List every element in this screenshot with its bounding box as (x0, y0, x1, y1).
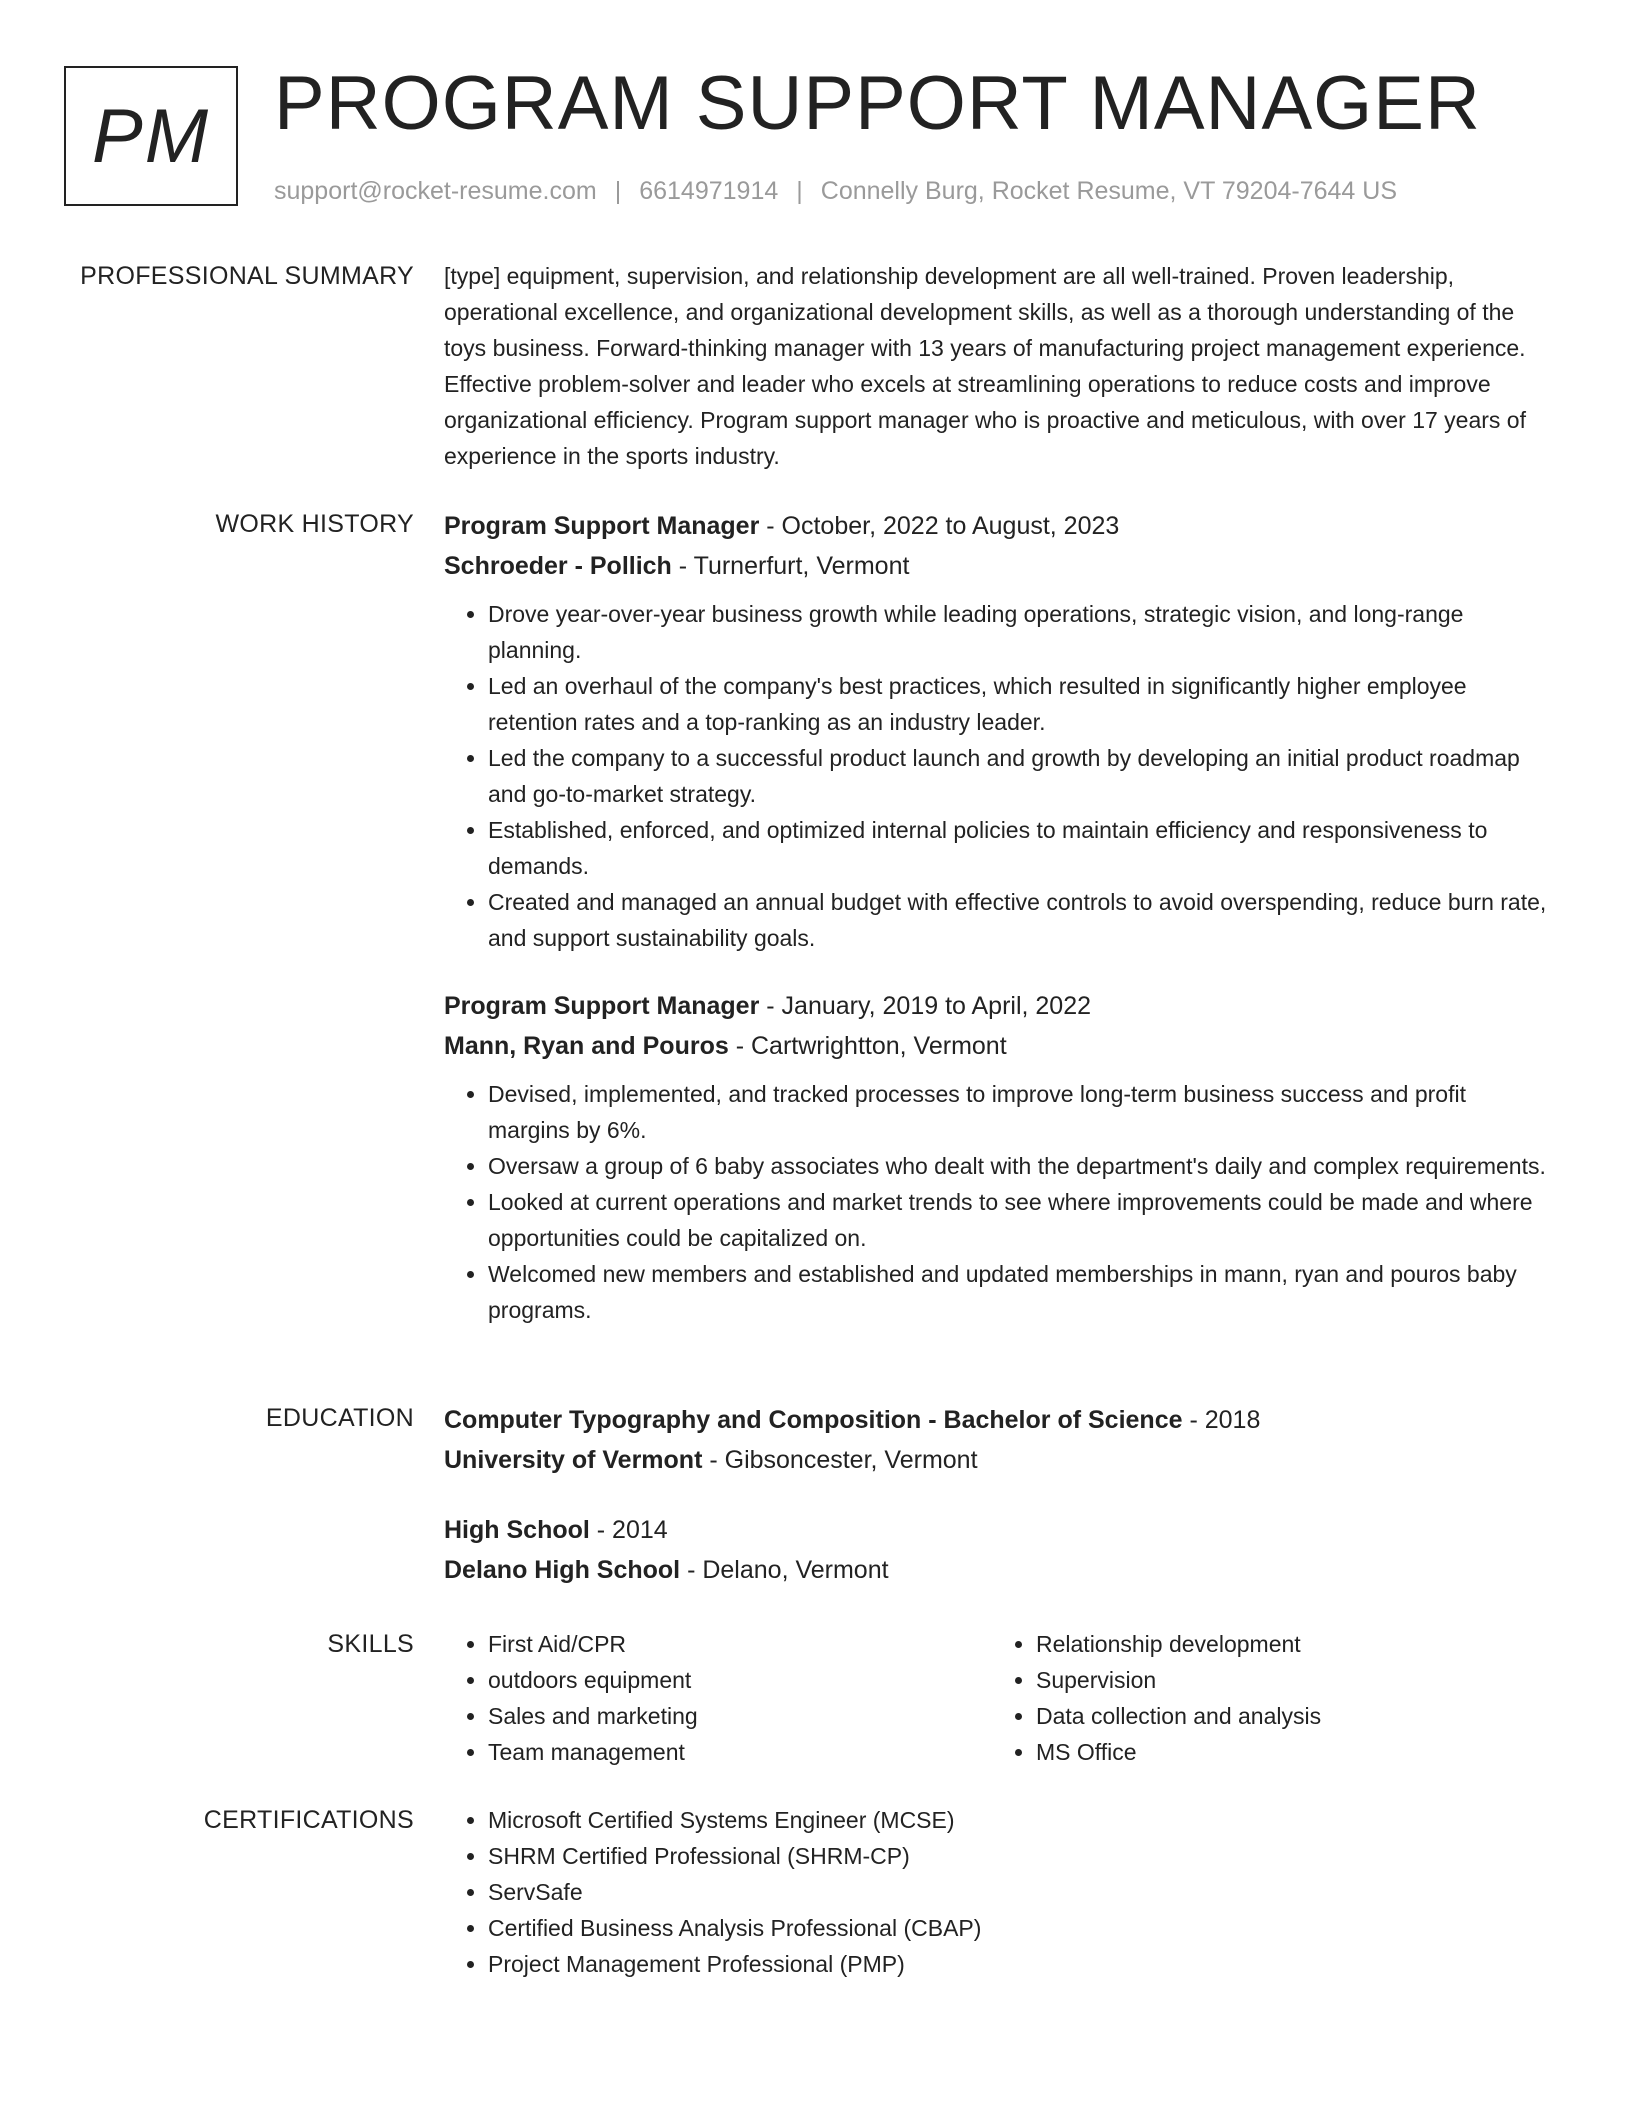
section-label-certifications: CERTIFICATIONS (203, 1806, 414, 1834)
job-bullet: • Looked at current operations and market trends to see where improvements could be made and where opportunities could be capitalized on. (488, 1184, 1554, 1256)
contact-separator: | (614, 177, 622, 205)
certifications-list (444, 1802, 1554, 1982)
education-school: University of Vermont (444, 1446, 703, 1474)
education-school: Delano High School (444, 1556, 681, 1584)
resume-header (64, 61, 1564, 216)
section-label-work-history: WORK HISTORY (215, 510, 414, 538)
education-entry (444, 1400, 1554, 1480)
job-bullets (444, 596, 1554, 956)
skill-item: • Relationship development (1036, 1626, 1540, 1662)
certification-item: • Microsoft Certified Systems Engineer (MCSE) (488, 1802, 1554, 1838)
monogram-initials: PM (92, 93, 210, 179)
education-degree: Computer Typography and Composition - Bachelor of Science (444, 1406, 1183, 1434)
education-year: - 2018 (1182, 1406, 1261, 1434)
section-label-summary: PROFESSIONAL SUMMARY (80, 262, 414, 290)
job-bullet: • Devised, implemented, and tracked processes to improve long-term business success and profit margins by 6%. (488, 1076, 1554, 1148)
education-location: - Delano, Vermont (680, 1556, 889, 1584)
skills-list-right (992, 1626, 1540, 1770)
contact-address: Connelly Burg, Rocket Resume, VT 79204-7644 US (820, 177, 1397, 205)
skills-list-left (444, 1626, 992, 1770)
certification-item: • ServSafe (488, 1874, 1554, 1910)
job-company: Mann, Ryan and Pouros (444, 1032, 729, 1060)
skill-item: • Supervision (1036, 1662, 1540, 1698)
job-bullet: • Led the company to a successful product launch and growth by developing an initial product roadmap and go-to-market strategy. (488, 740, 1554, 812)
section-label-education: EDUCATION (265, 1404, 414, 1432)
skill-item: • MS Office (1036, 1734, 1540, 1770)
job-entry (444, 986, 1554, 1328)
contact-line (274, 174, 1397, 209)
skill-item: • Data collection and analysis (1036, 1698, 1540, 1734)
skill-item: • Sales and marketing (488, 1698, 992, 1734)
contact-phone[interactable]: 6614971914 (639, 177, 779, 205)
job-bullets (444, 1076, 1554, 1328)
job-bullet: • Created and managed an annual budget with effective controls to avoid overspending, reduce burn rate, and support sustainability goals. (488, 884, 1554, 956)
section-label-skills: SKILLS (327, 1630, 414, 1658)
contact-separator: | (796, 177, 803, 205)
contact-email[interactable]: support@rocket-resume.com (274, 177, 597, 205)
skill-item: • First Aid/CPR (488, 1626, 992, 1662)
job-dates: - January, 2019 to April, 2022 (759, 992, 1092, 1020)
certification-item: • SHRM Certified Professional (SHRM-CP) (488, 1838, 1554, 1874)
job-entry (444, 506, 1554, 956)
candidate-name: PROGRAM SUPPORT MANAGER (274, 61, 1481, 146)
job-bullet: • Oversaw a group of 6 baby associates who dealt with the department's daily and complex requirements. (488, 1148, 1554, 1184)
job-location: - Turnerfurt, Vermont (671, 552, 910, 580)
job-bullet: • Led an overhaul of the company's best practices, which resulted in significantly higher employee retention rates and a top-ranking as an industry leader. (488, 668, 1554, 740)
education-degree: High School (444, 1516, 590, 1544)
skill-item: • outdoors equipment (488, 1662, 992, 1698)
job-bullet: • Established, enforced, and optimized internal policies to maintain efficiency and responsiveness to demands. (488, 812, 1554, 884)
job-dates: - October, 2022 to August, 2023 (759, 512, 1120, 540)
job-company: Schroeder - Pollich (444, 552, 672, 580)
job-bullet: • Drove year-over-year business growth while leading operations, strategic vision, and long-range planning. (488, 596, 1554, 668)
monogram-box (64, 66, 238, 206)
summary-text: [type] equipment, supervision, and relationship development are all well-trained. Proven leadership, operational excellence, and organizational development skills, as well as a thorough understanding of the toys business. Forward-thinking manager with 13 years of manufacturing project management experience. Effective problem-solver and leader who excels at streamlining operations to reduce costs and improve organizational efficiency. Program support manager who is proactive and meticulous, with over 17 years of experience in the sports industry. (444, 263, 1526, 469)
education-entry (444, 1510, 1554, 1590)
job-bullet: • Welcomed new members and established and updated memberships in mann, ryan and pouros baby programs. (488, 1256, 1554, 1328)
certification-item: • Certified Business Analysis Professional (CBAP) (488, 1910, 1554, 1946)
job-title: Program Support Manager (444, 512, 760, 540)
certification-item: • Project Management Professional (PMP) (488, 1946, 1554, 1982)
job-location: - Cartwrightton, Vermont (728, 1032, 1007, 1060)
job-title: Program Support Manager (444, 992, 760, 1020)
education-location: - Gibsoncester, Vermont (702, 1446, 978, 1474)
skill-item: • Team management (488, 1734, 992, 1770)
education-year: - 2014 (589, 1516, 668, 1544)
